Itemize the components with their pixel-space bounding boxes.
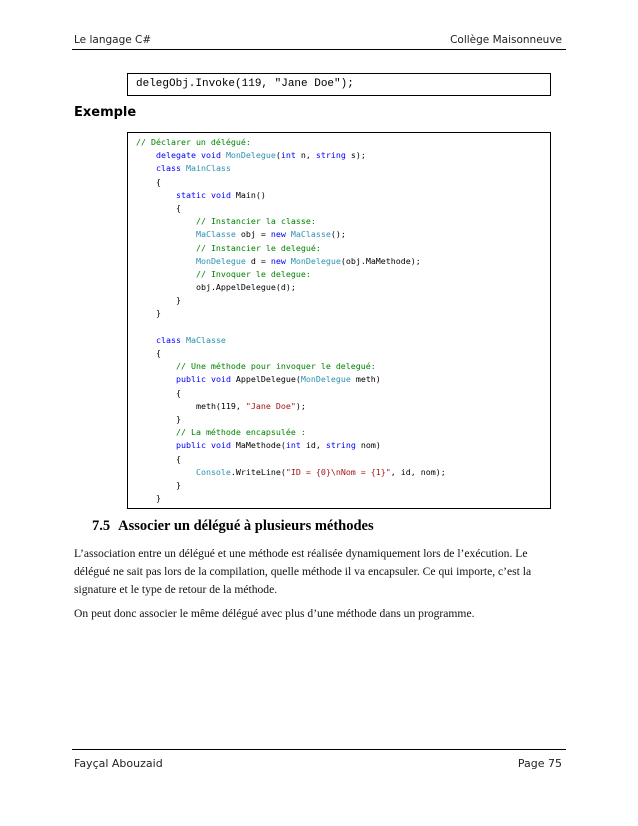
code-type: MaClasse — [185, 334, 226, 345]
code-text: } — [155, 308, 161, 319]
code-text: d = — [245, 255, 271, 266]
code-text: } — [155, 493, 161, 504]
code-text: ); — [295, 400, 306, 411]
code-line — [136, 479, 542, 492]
code-line — [136, 387, 542, 400]
code-keyword: delegate — [155, 150, 196, 161]
code-comment: // Déclarer un délégué: — [136, 137, 251, 147]
code-text: nom) — [355, 440, 381, 451]
code-text: { — [175, 202, 181, 213]
code-line — [136, 453, 542, 466]
code-text: { — [155, 348, 161, 358]
code-comment: // La méthode encapsulée : — [175, 427, 306, 438]
code-line — [136, 426, 542, 439]
code-line — [136, 176, 542, 189]
code-box-example — [127, 132, 551, 509]
section-heading-title: Associer un délégué à plusieurs méthodes — [118, 518, 374, 534]
code-text: AppelDelegue( — [230, 374, 301, 385]
code-keyword: int — [280, 150, 296, 161]
section-title: Exemple — [74, 105, 137, 120]
code-text: Main() — [230, 189, 266, 200]
paragraph: L’association entre un délégué et une méthode est réalisée dynamiquement lors de l’exécution. Le délégué ne sait pas lors de la compilation, quelle méthode il va encapsuler. Ce qui importe, c’est la signature et le type de retour de la méthode. — [74, 547, 532, 596]
code-line — [136, 492, 542, 505]
code-line — [136, 347, 542, 360]
footer-rule — [72, 749, 566, 750]
code-line — [136, 202, 542, 215]
code-keyword: class — [155, 163, 181, 174]
code-line — [136, 294, 542, 307]
code-text: obj.AppelDelegue(d); — [195, 282, 296, 293]
code-line — [136, 162, 542, 175]
code-line-blank — [136, 321, 542, 334]
header-right: Collège Maisonneuve — [450, 34, 562, 46]
code-text: s); — [345, 150, 366, 161]
code-text: } — [175, 479, 181, 490]
code-text: .WriteLine( — [230, 466, 286, 477]
code-keyword: new — [270, 229, 286, 240]
code-type: Console — [195, 466, 231, 477]
code-keyword: public — [175, 440, 206, 451]
code-keyword: string — [325, 440, 356, 451]
code-text: { — [175, 387, 181, 398]
code-keyword: void — [210, 374, 231, 385]
code-text: } — [175, 413, 181, 424]
code-text: MaMethode( — [230, 440, 286, 451]
code-type: MaClasse — [290, 229, 331, 240]
footer-author: Fayçal Abouzaid — [74, 757, 163, 770]
code-comment: // Invoquer le delegue: — [195, 268, 311, 279]
code-text: { — [155, 176, 161, 187]
code-line — [136, 373, 542, 386]
code-type: MainClass — [185, 163, 231, 174]
code-line — [136, 281, 542, 294]
code-line — [136, 400, 542, 413]
code-text: { — [175, 453, 181, 464]
code-keyword: void — [210, 440, 231, 451]
code-text: n, — [295, 150, 316, 161]
code-text: (obj.MaMethode); — [340, 255, 421, 266]
code-text: meth(119, — [195, 400, 246, 411]
code-line — [136, 439, 542, 452]
code-line — [136, 334, 542, 347]
code-comment: // Une méthode pour invoquer le delegué: — [175, 361, 376, 372]
code-line — [136, 215, 542, 228]
code-line — [136, 228, 542, 241]
code-type: MonDelegue — [195, 255, 246, 266]
code-text: (); — [330, 229, 346, 240]
code-line — [136, 466, 542, 479]
code-string: "ID = {0}\nNom = {1}" — [285, 466, 391, 477]
code-text: ( — [275, 150, 281, 161]
header-rule — [72, 49, 566, 50]
code-keyword: new — [270, 255, 286, 266]
code-line — [136, 255, 542, 268]
code-line: delegObj.Invoke(119, "Jane Doe"); — [136, 78, 354, 90]
code-line — [136, 149, 542, 162]
code-type: MonDelegue — [290, 255, 341, 266]
code-line — [136, 413, 542, 426]
code-text: } — [175, 295, 181, 306]
footer-page-number: Page 75 — [517, 757, 562, 770]
code-keyword: int — [285, 440, 301, 451]
code-line — [136, 242, 542, 255]
code-text: id, — [300, 440, 326, 451]
code-comment: // Instancier le delegué: — [195, 242, 321, 253]
code-keyword: static — [175, 189, 206, 200]
code-line — [136, 268, 542, 281]
code-keyword: string — [315, 150, 346, 161]
code-box-invoke — [127, 73, 551, 96]
code-text: meth) — [350, 374, 381, 385]
code-keyword: void — [200, 150, 221, 161]
code-line — [136, 360, 542, 373]
section-number: 7.5 — [92, 518, 111, 534]
header-left: Le langage C# — [74, 34, 152, 46]
code-text: , id, nom); — [390, 466, 446, 477]
code-type: MonDelegue — [300, 374, 351, 385]
code-comment: // Instancier la classe: — [195, 216, 316, 227]
paragraph: On peut donc associer le même délégué avec plus d’une méthode dans un programme. — [74, 607, 475, 620]
code-keyword: void — [210, 189, 231, 200]
code-text: obj = — [235, 229, 271, 240]
code-line — [136, 189, 542, 202]
code-keyword: public — [175, 374, 206, 385]
code-string: "Jane Doe" — [245, 400, 296, 411]
code-type: MonDelegue — [225, 150, 276, 161]
code-line — [136, 136, 542, 149]
code-line — [136, 307, 542, 320]
section-heading — [92, 518, 374, 535]
code-keyword: class — [155, 334, 181, 345]
code-type: MaClasse — [195, 229, 236, 240]
